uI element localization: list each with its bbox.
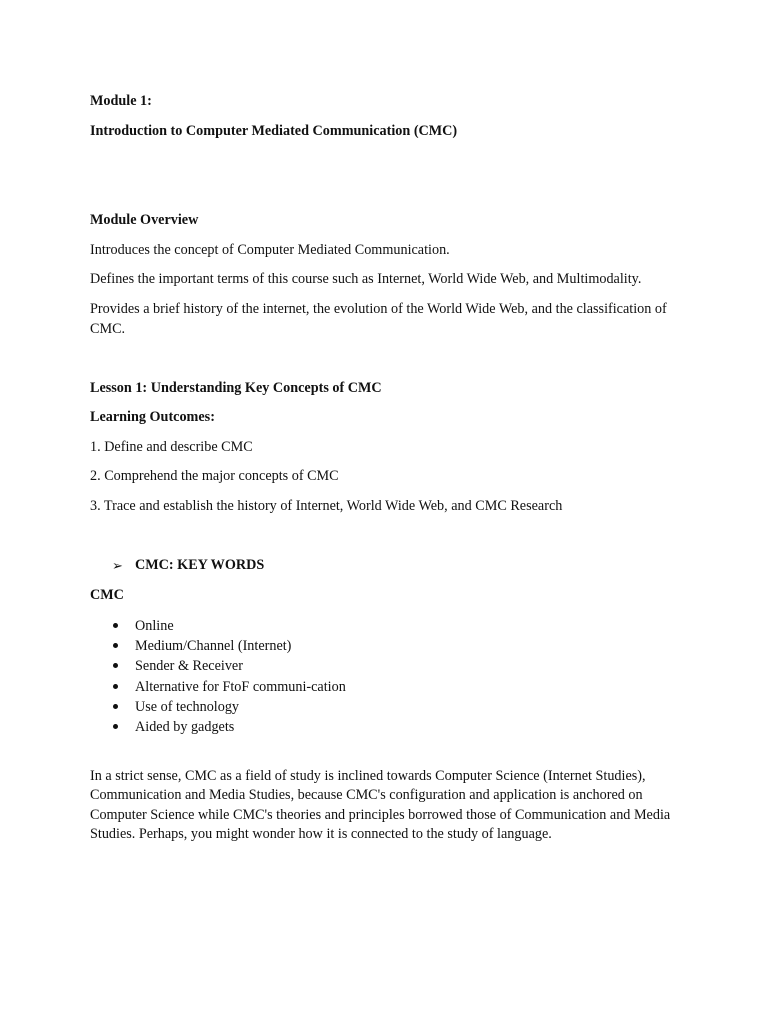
overview-line-1: Introduces the concept of Computer Mediated Communication. [90,242,450,258]
keyword-item-6: Aided by gadgets [135,719,235,735]
module-label: Module 1: [90,93,152,109]
overview-line-3: Provides a brief history of the internet, the evolution of the World Wide Web, and the classification of CMC. [90,301,667,337]
keyword-item-5: Use of technology [135,699,240,715]
keyword-item-1: Online [135,618,174,634]
bullet-icon [113,623,118,628]
overview-heading: Module Overview [90,212,199,228]
arrow-bullet-icon: ➢ [112,558,123,573]
bullet-icon [113,704,118,709]
outcome-item-3: 3. Trace and establish the history of Internet, World Wide Web, and CMC Research [90,498,563,514]
keywords-heading: CMC: KEY WORDS [135,557,265,573]
outcomes-heading: Learning Outcomes: [90,409,215,425]
module-title: Introduction to Computer Mediated Communication (CMC) [90,123,458,139]
overview-line-2: Defines the important terms of this course such as Internet, World Wide Web, and Multimodality. [90,271,642,287]
bullet-icon [113,663,118,668]
outcome-item-2: 2. Comprehend the major concepts of CMC [90,468,339,484]
lesson-title: Lesson 1: Understanding Key Concepts of CMC [90,380,382,396]
keyword-item-2: Medium/Channel (Internet) [135,638,292,654]
keyword-item-4: Alternative for FtoF communi-cation [135,679,346,695]
outcome-item-1: 1. Define and describe CMC [90,439,253,455]
closing-paragraph: In a strict sense, CMC as a field of study is inclined towards Computer Science (Internet Studies), Communication and Media Studies, because CMC's configuration and application is anchored on Computer Science while CMC's theories and principles borrowed those of Communication and Media Studies. Perhaps, you might wonder how it is connected to the study of language. [90,768,671,842]
bullet-icon [113,643,118,648]
keyword-item-3: Sender & Receiver [135,658,243,674]
bullet-icon [113,684,118,689]
bullet-icon [113,724,118,729]
keywords-subheading: CMC [90,587,124,603]
